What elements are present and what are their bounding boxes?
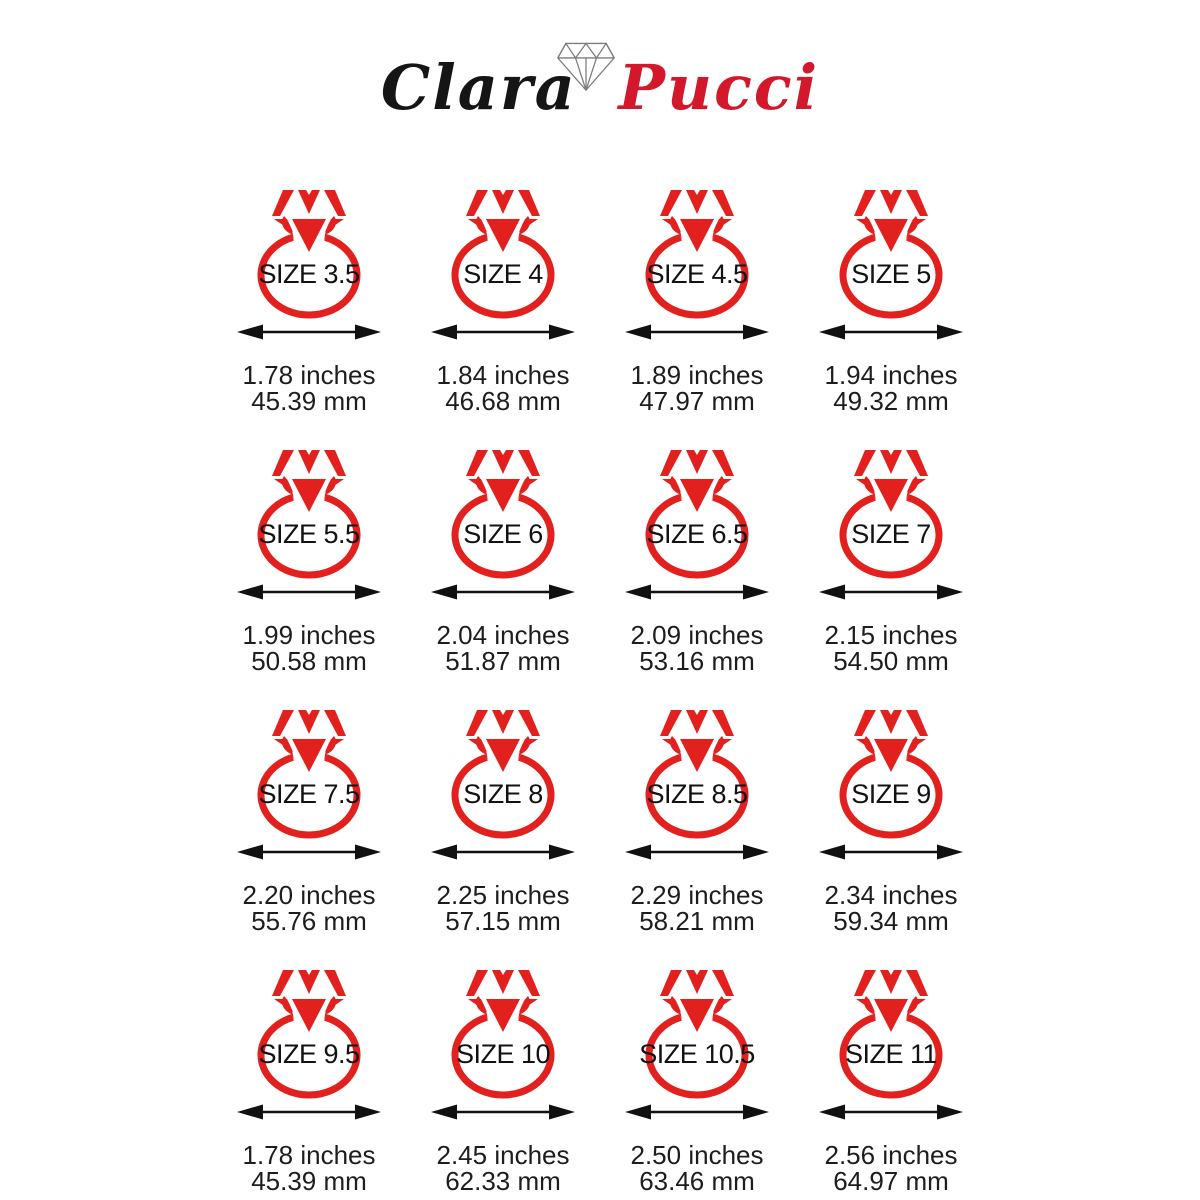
measurement-inches: 2.34 inches [824,880,958,910]
ring-size-label: SIZE 10.5 [639,1039,755,1069]
ring-size-cell [406,708,600,934]
measurement [243,622,376,674]
measurement-mm: 53.16 mm [639,646,755,676]
ring-size-grid [212,188,988,1194]
measurement-mm: 47.97 mm [639,386,755,416]
measurement [243,362,376,414]
measurement-inches: 2.20 inches [242,880,376,910]
brand-logo [0,51,1200,124]
measurement [243,882,376,934]
measurement-mm: 46.68 mm [445,386,561,416]
measurement-mm: 51.87 mm [445,646,561,676]
measurement-mm: 57.15 mm [445,906,561,936]
ring-icon-wrap [816,968,966,1108]
ring-icon-wrap [234,448,384,588]
ring-size-cell [212,448,406,674]
measurement-inches: 1.99 inches [242,620,376,650]
measurement [631,1142,764,1194]
ring-size-label: SIZE 5.5 [258,519,360,549]
ring-icon-wrap [816,708,966,848]
brand-name-clara: Clara [380,51,577,124]
ring-size-cell [406,188,600,414]
ring-icon-wrap [816,448,966,588]
measurement-inches: 1.89 inches [630,360,764,390]
measurement-inches: 1.94 inches [824,360,958,390]
ring-size-label: SIZE 7 [851,519,931,549]
measurement-inches: 2.25 inches [436,880,570,910]
ring-icon-wrap [234,968,384,1108]
ring-size-cell [794,188,988,414]
ring-size-cell [794,968,988,1194]
ring-icon-wrap [622,188,772,328]
measurement-inches: 2.15 inches [824,620,958,650]
ring-size-cell [794,708,988,934]
ring-size-label: SIZE 8 [463,779,543,809]
measurement-mm: 62.33 mm [445,1166,561,1196]
ring-size-label: SIZE 4 [463,259,543,289]
ring-icon-wrap [428,448,578,588]
ring-size-label: SIZE 6.5 [646,519,748,549]
ring-size-cell [406,968,600,1194]
measurement-mm: 54.50 mm [833,646,949,676]
brand-name-pucci: Pucci [618,51,820,124]
measurement [631,362,764,414]
measurement [631,882,764,934]
measurement-mm: 58.21 mm [639,906,755,936]
ring-size-cell [794,448,988,674]
measurement-mm: 59.34 mm [833,906,949,936]
ring-size-cell [600,708,794,934]
ring-icon-wrap [234,188,384,328]
measurement-mm: 49.32 mm [833,386,949,416]
measurement-inches: 2.56 inches [824,1140,958,1170]
ring-icon-wrap [234,708,384,848]
measurement [437,362,570,414]
ring-size-label: SIZE 11 [844,1039,938,1069]
ring-icon-wrap [622,448,772,588]
ring-icon-wrap [428,708,578,848]
ring-icon-wrap [428,188,578,328]
measurement [825,622,958,674]
ring-size-cell [406,448,600,674]
measurement-inches: 2.50 inches [630,1140,764,1170]
measurement-mm: 45.39 mm [251,1166,367,1196]
ring-size-cell [600,968,794,1194]
measurement-inches: 2.09 inches [630,620,764,650]
ring-size-label: SIZE 5 [851,259,931,289]
measurement [631,622,764,674]
ring-size-label: SIZE 4.5 [646,259,748,289]
ring-icon-wrap [622,968,772,1108]
ring-size-label: SIZE 10 [455,1039,551,1069]
measurement-inches: 1.78 inches [242,360,376,390]
measurement-mm: 64.97 mm [833,1166,949,1196]
measurement [825,882,958,934]
measurement [243,1142,376,1194]
measurement-mm: 55.76 mm [251,906,367,936]
brand-header [0,0,1200,188]
measurement [437,622,570,674]
measurement-inches: 2.04 inches [436,620,570,650]
ring-size-label: SIZE 9 [851,779,931,809]
measurement-inches: 2.29 inches [630,880,764,910]
measurement-mm: 50.58 mm [251,646,367,676]
ring-size-label: SIZE 8.5 [646,779,748,809]
ring-size-cell [600,448,794,674]
ring-size-label: SIZE 6 [463,519,543,549]
measurement-mm: 63.46 mm [639,1166,755,1196]
ring-icon-wrap [428,968,578,1108]
ring-size-label: SIZE 7.5 [258,779,360,809]
measurement-mm: 45.39 mm [251,386,367,416]
ring-size-cell [600,188,794,414]
measurement-inches: 1.78 inches [242,1140,376,1170]
ring-size-cell [212,968,406,1194]
ring-size-label: SIZE 9.5 [258,1039,360,1069]
ring-size-cell [212,708,406,934]
ring-size-cell [212,188,406,414]
measurement-inches: 2.45 inches [436,1140,570,1170]
ring-size-label: SIZE 3.5 [258,259,360,289]
measurement-inches: 1.84 inches [436,360,570,390]
ring-icon-wrap [622,708,772,848]
measurement [825,362,958,414]
measurement [437,1142,570,1194]
measurement [825,1142,958,1194]
ring-icon-wrap [816,188,966,328]
measurement [437,882,570,934]
